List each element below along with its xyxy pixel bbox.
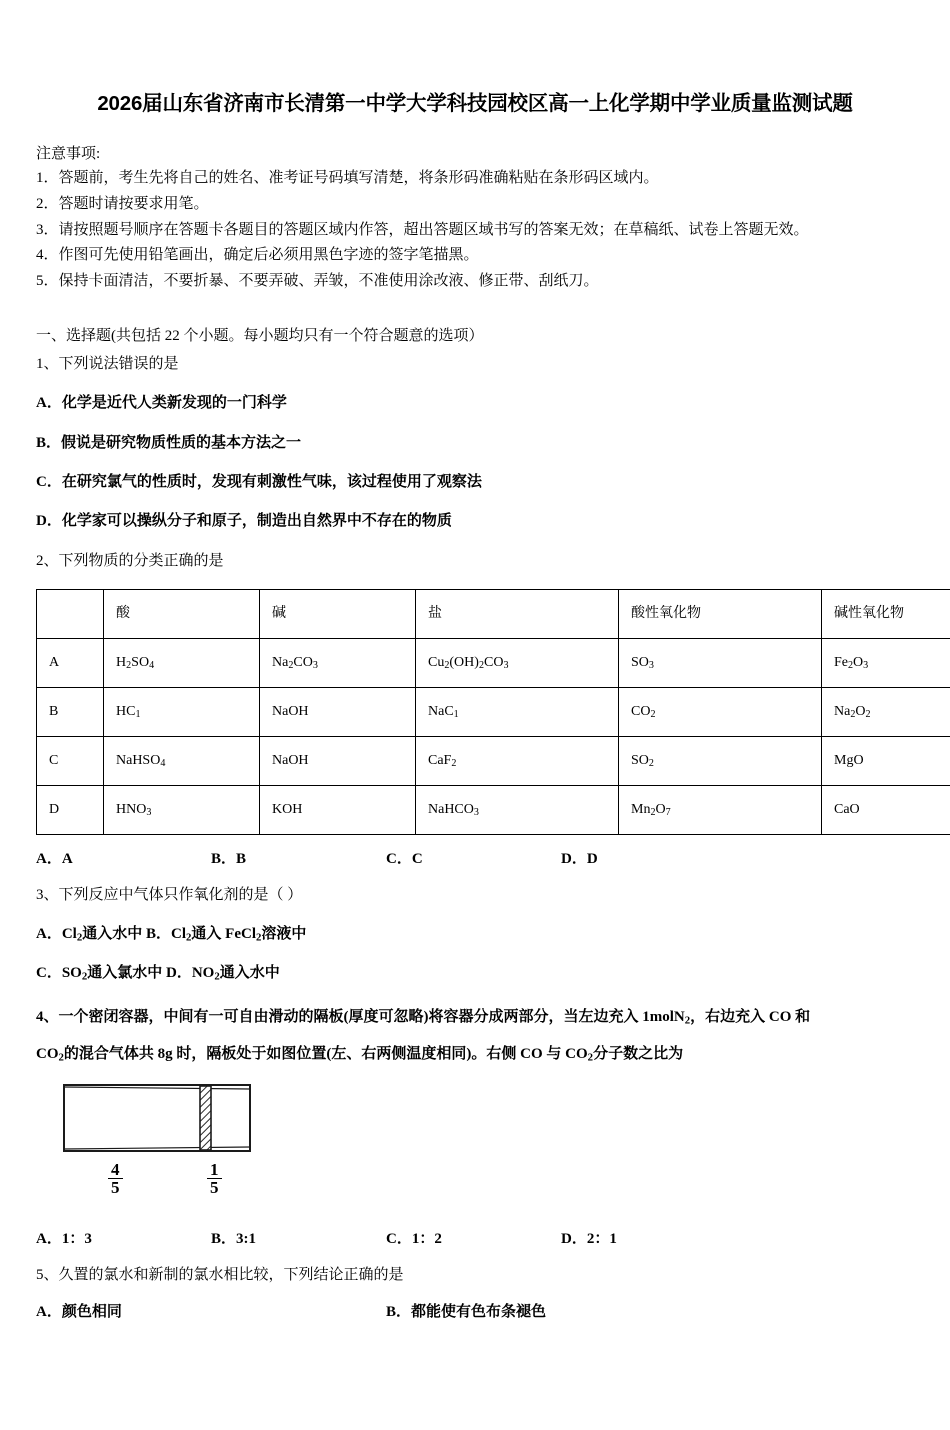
question-2-option-c[interactable]: C．C <box>386 847 561 868</box>
cell-acidic-oxide: $SO_3$ <box>619 638 822 687</box>
cell-basic-oxide: $Fe_2O_3$ <box>822 638 950 687</box>
notice-item: 1．答题前，考生先将自己的姓名、准考证号码填写清楚，将条形码准确粘贴在条形码区域内。 <box>36 166 914 192</box>
table-row <box>37 638 950 687</box>
row-label: A <box>37 638 104 687</box>
cell-salt: CaF$_2$ <box>416 736 619 785</box>
question-1-option-c[interactable]: C．在研究氯气的性质时，发现有刺激性气味，该过程使用了观察法 <box>36 469 914 495</box>
fraction-right-numerator: 1 <box>207 1161 222 1180</box>
question-1-stem: 1、下列说法错误的是 <box>36 351 914 377</box>
notice-item: 4．作图可先使用铅笔画出，确定后必须用黑色字迹的签字笔描黑。 <box>36 243 914 269</box>
cell-salt: NaHCO$_3$ <box>416 785 619 834</box>
table-row <box>37 785 950 834</box>
table-header-salt: 盐 <box>416 589 619 638</box>
question-2-option-a[interactable]: A．A <box>36 847 211 868</box>
table-header-acidic-oxide: 酸性氧化物 <box>619 589 822 638</box>
fraction-right <box>207 1161 222 1198</box>
container-partition-diagram <box>60 1077 260 1163</box>
question-2-option-b[interactable]: B．B <box>211 847 386 868</box>
cell-acidic-oxide: $Mn_2O_7$ <box>619 785 822 834</box>
question-5-option-b[interactable]: B．都能使有色布条褪色 <box>386 1300 546 1321</box>
notice-heading: 注意事项: <box>36 142 914 166</box>
table-row <box>37 736 950 785</box>
question-5-option-a[interactable]: A．颜色相同 <box>36 1300 386 1321</box>
question-5-stem: 5、久置的氯水和新制的氯水相比较，下列结论正确的是 <box>36 1262 914 1288</box>
question-3-options-line-2[interactable]: C．$SO_2$通入氯水中 D．$NO_2$通入水中 <box>36 960 914 986</box>
question-4-figure <box>60 1077 300 1217</box>
question-4-option-c[interactable]: C．1：2 <box>386 1227 561 1248</box>
cell-salt: NaC$_1$ <box>416 687 619 736</box>
row-label: B <box>37 687 104 736</box>
page-title: 2026届山东省济南市长清第一中学大学科技园校区高一上化学期中学业质量监测试题 <box>36 86 914 116</box>
question-3-stem: 3、下列反应中气体只作氧化剂的是（ ） <box>36 882 914 908</box>
question-3-options-line-1[interactable]: A．$Cl_2$通入水中 B．$Cl_2$通入 FeCl$_2$溶液中 <box>36 921 914 947</box>
cell-base: NaOH <box>260 736 416 785</box>
fraction-left <box>108 1161 123 1198</box>
question-2-answers <box>36 847 914 868</box>
question-4-stem-line-1: 4、一个密闭容器，中间有一可自由滑动的隔板(厚度可忽略)将容器分成两部分，当左边充入 1molN$_2$，右边充入 CO 和 <box>36 1001 914 1034</box>
exam-paper-page <box>0 86 950 1321</box>
cell-acid: $H_2SO_4$ <box>104 638 260 687</box>
fraction-left-numerator: 4 <box>108 1161 123 1180</box>
cell-acidic-oxide: $SO_2$ <box>619 736 822 785</box>
notice-item: 5．保持卡面清洁，不要折暴、不要弄破、弄皱，不准使用涂改液、修正带、刮纸刀。 <box>36 269 914 295</box>
question-4-option-a[interactable]: A．1：3 <box>36 1227 211 1248</box>
notice-list <box>36 166 914 295</box>
fraction-left-denominator: 5 <box>108 1179 123 1197</box>
cell-base: NaOH <box>260 687 416 736</box>
notice-item: 3．请按照题号顺序在答题卡各题目的答题区域内作答，超出答题区域书写的答案无效；在草稿纸、试卷上答题无效。 <box>36 218 914 244</box>
table-header-row <box>37 589 950 638</box>
classification-table <box>36 589 950 835</box>
cell-acid: $HNO_3$ <box>104 785 260 834</box>
cell-basic-oxide: $Na_2O_2$ <box>822 687 950 736</box>
table-header-basic-oxide: 碱性氧化物 <box>822 589 950 638</box>
cell-acidic-oxide: $CO_2$ <box>619 687 822 736</box>
table-header-base: 碱 <box>260 589 416 638</box>
question-1-option-b[interactable]: B．假说是研究物质性质的基本方法之一 <box>36 430 914 456</box>
cell-base: $Na_2CO_3$ <box>260 638 416 687</box>
notice-item: 2．答题时请按要求用笔。 <box>36 192 914 218</box>
question-2-stem: 2、下列物质的分类正确的是 <box>36 548 914 574</box>
section-heading: 一、选择题(共包括 22 个小题。每小题均只有一个符合题意的选项） <box>36 323 914 349</box>
question-4-option-d[interactable]: D．2：1 <box>561 1227 617 1248</box>
question-4-stem-line-2: $CO_2$的混合气体共 8g 时，隔板处于如图位置(左、右两侧温度相同)。右侧 CO 与 $CO_2$分子数之比为 <box>36 1038 914 1071</box>
cell-salt: $Cu_2(OH)_2CO_3$ <box>416 638 619 687</box>
question-1-option-a[interactable]: A．化学是近代人类新发现的一门科学 <box>36 390 914 416</box>
cell-base: KOH <box>260 785 416 834</box>
cell-acid: NaHSO$_4$ <box>104 736 260 785</box>
table-header-blank <box>37 589 104 638</box>
cell-basic-oxide: CaO <box>822 785 950 834</box>
table-row <box>37 687 950 736</box>
row-label: C <box>37 736 104 785</box>
table-header-acid: 酸 <box>104 589 260 638</box>
cell-acid: $HC_1$ <box>104 687 260 736</box>
question-5-answers <box>36 1300 914 1321</box>
cell-basic-oxide: MgO <box>822 736 950 785</box>
question-1-option-d[interactable]: D．化学家可以操纵分子和原子，制造出自然界中不存在的物质 <box>36 508 914 534</box>
row-label: D <box>37 785 104 834</box>
question-2-option-d[interactable]: D．D <box>561 847 598 868</box>
question-4-option-b[interactable]: B．3:1 <box>211 1227 386 1248</box>
question-4-answers <box>36 1227 914 1248</box>
fraction-right-denominator: 5 <box>207 1179 222 1197</box>
